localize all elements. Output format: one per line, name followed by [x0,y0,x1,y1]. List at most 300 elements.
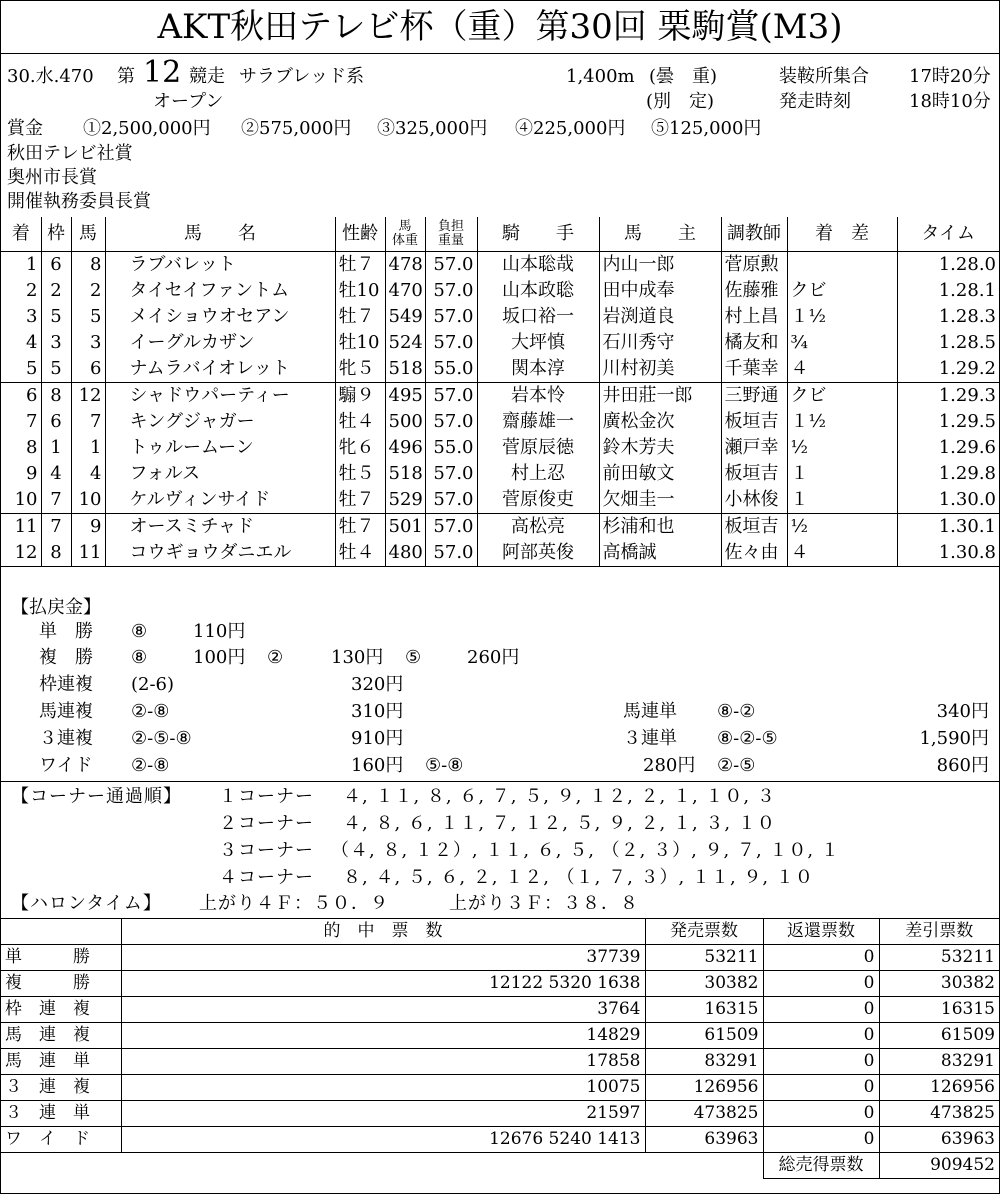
votes-row [1,1075,999,1101]
cell-trainer: 板垣吉 [721,514,787,541]
cell-umaban: 1 [71,435,105,461]
fukusho-amount-2: 130円 [331,647,384,668]
fukusho-combo-2: ② [267,647,284,668]
cell-umaban: 2 [71,278,105,304]
votes-cell-hit: 14829 [121,1023,645,1049]
cell-owner: 鈴木芳夫 [599,435,721,461]
votes-cell-hit: 12676 5240 1413 [121,1127,645,1153]
col-owner: 馬 主 [599,217,721,252]
cell-weight: 500 [385,409,425,435]
cell-name: シャドウパーティー [105,383,335,410]
col-burden [425,217,477,252]
total-label: 総売得票数 [763,1153,879,1179]
results-table [1,217,999,567]
cell-burden: 57.0 [425,278,477,304]
cell-owner: 廣松金次 [599,409,721,435]
corner-2-order: ４, ８, ６, １１, ７, １２, ５, ９, ２, １, ３, １０ [343,813,776,834]
cell-margin: ４ [787,540,897,567]
weather-track: (曇 重) [649,66,718,87]
cell-umaban: 10 [71,487,105,514]
cell-weight: 518 [385,356,425,383]
cell-time: 1.29.5 [897,409,999,435]
results-header-row [1,217,999,252]
weight-rule: (別 定) [646,91,715,112]
corner-3-order: （４, ８, １２）, １１, ６, ５, （２, ３）, ９, ７, １０, １ [331,840,840,861]
cell-name: ラブバレット [105,252,335,279]
cell-sexage: 牡10 [335,278,385,304]
award-3: 開催執務委員長賞 [7,191,151,212]
cell-waku: 8 [41,383,71,410]
cell-umaban: 11 [71,540,105,567]
votes-cell-refund: 0 [763,1023,879,1049]
cell-waku: 3 [41,330,71,356]
cell-umaban: 9 [71,514,105,541]
cell-time: 1.29.3 [897,383,999,410]
cell-time: 1.30.0 [897,487,999,514]
prize-5th: ⑤125,000円 [651,118,762,139]
cell-sexage: 牡４ [335,409,385,435]
cell-name: トゥルームーン [105,435,335,461]
votes-row [1,1023,999,1049]
cell-trainer: 板垣吉 [721,461,787,487]
votes-col-sold: 発売票数 [645,919,763,945]
cell-burden: 57.0 [425,252,477,279]
votes-col-refund: 返還票数 [763,919,879,945]
table-row [1,252,999,279]
table-row [1,461,999,487]
cell-burden: 57.0 [425,514,477,541]
blank-cell [645,1153,763,1179]
cell-margin: クビ [787,278,897,304]
votes-cell-net: 53211 [879,945,999,971]
umaren-label: 馬連複 [39,701,93,722]
cell-margin: １½ [787,409,897,435]
cell-trainer: 村上昌 [721,304,787,330]
race-date: 30.水.470 [7,66,94,87]
cell-sexage: 牝６ [335,435,385,461]
votes-cell-sold: 63963 [645,1127,763,1153]
cell-jockey: 菅原俊吏 [477,487,599,514]
cell-burden: 57.0 [425,330,477,356]
race-breed: サラブレッド系 [239,66,365,87]
votes-col-type [1,919,121,945]
votes-row [1,997,999,1023]
sanrentan-combo: ⑧-②-⑤ [717,728,778,749]
cell-margin: ¾ [787,330,897,356]
votes-cell-net: 473825 [879,1101,999,1127]
votes-cell-refund: 0 [763,1075,879,1101]
votes-cell-type: ３ 連 複 [1,1075,121,1101]
votes-cell-type: 枠 連 複 [1,997,121,1023]
cell-trainer: 橘友和 [721,330,787,356]
cell-margin: １½ [787,304,897,330]
col-name: 馬 名 [105,217,335,252]
cell-burden: 57.0 [425,487,477,514]
wide-amount-3: 860円 [936,755,989,776]
cell-rank: 8 [1,435,41,461]
cell-umaban: 3 [71,330,105,356]
cell-owner: 欠畑圭一 [599,487,721,514]
cell-burden: 57.0 [425,409,477,435]
cell-weight: 478 [385,252,425,279]
payout-header: 【払戻金】 [11,597,101,618]
tansho-label: 単 勝 [39,621,93,642]
cell-weight: 529 [385,487,425,514]
blank-cell [1,1153,645,1179]
votes-row [1,1049,999,1075]
cell-weight: 549 [385,304,425,330]
cell-rank: 2 [1,278,41,304]
wide-combo-1: ②-⑧ [131,755,170,776]
cell-margin: ４ [787,356,897,383]
votes-cell-net: 63963 [879,1127,999,1153]
cell-owner: 内山一郎 [599,252,721,279]
fukusho-label: 複 勝 [39,647,93,668]
col-umaban: 馬 [71,217,105,252]
col-burden-bottom: 重量 [437,233,464,248]
votes-cell-type: ワ イ ド [1,1127,121,1153]
cell-owner: 川村初美 [599,356,721,383]
cell-jockey: 村上忍 [477,461,599,487]
votes-cell-refund: 0 [763,971,879,997]
cell-name: ナムラバイオレット [105,356,335,383]
col-waku: 枠 [41,217,71,252]
table-row [1,540,999,567]
cell-trainer: 菅原勲 [721,252,787,279]
table-row [1,409,999,435]
cell-trainer: 千葉幸 [721,356,787,383]
wide-amount-1: 160円 [351,755,404,776]
cell-owner: 田中成奉 [599,278,721,304]
cell-rank: 12 [1,540,41,567]
umaren-combo: ②-⑧ [131,701,170,722]
sanrentan-amount: 1,590円 [919,728,989,749]
race-kyoso: 競走 [189,66,225,87]
cell-umaban: 4 [71,461,105,487]
votes-cell-hit: 17858 [121,1049,645,1075]
cell-waku: 7 [41,514,71,541]
cell-rank: 7 [1,409,41,435]
cell-time: 1.29.8 [897,461,999,487]
fukusho-combo-3: ⑤ [405,647,422,668]
votes-cell-refund: 0 [763,1101,879,1127]
cell-sexage: 牡５ [335,461,385,487]
last-4f: 上がり４Ｆ：５０．９ [199,893,389,914]
cell-time: 1.29.2 [897,356,999,383]
col-rank: 着 [1,217,41,252]
cell-sexage: 牡10 [335,330,385,356]
cell-umaban: 8 [71,252,105,279]
corner-header: 【コーナー通過順】 [11,786,182,807]
votes-cell-hit: 3764 [121,997,645,1023]
cell-jockey: 岩本怜 [477,383,599,410]
cell-margin [787,252,897,279]
race-class: オープン [153,91,224,112]
votes-cell-type: 単 勝 [1,945,121,971]
cell-umaban: 7 [71,409,105,435]
cell-waku: 4 [41,461,71,487]
wakuren-amount: 320円 [351,674,404,695]
cell-sexage: 牡７ [335,487,385,514]
table-row [1,514,999,541]
cell-waku: 5 [41,356,71,383]
votes-cell-net: 83291 [879,1049,999,1075]
votes-total-row [1,1153,999,1179]
cell-name: オースミチャド [105,514,335,541]
cell-name: コウギョウダニエル [105,540,335,567]
sanrenpuku-label: ３連複 [39,728,93,749]
votes-col-net: 差引票数 [879,919,999,945]
cell-rank: 5 [1,356,41,383]
col-weight-top: 馬 [398,219,412,234]
cell-sexage: 騸９ [335,383,385,410]
votes-row [1,1127,999,1153]
cell-name: キングジャガー [105,409,335,435]
umaren-amount: 310円 [351,701,404,722]
fukusho-combo-1: ⑧ [131,647,148,668]
cell-sexage: 牝５ [335,356,385,383]
cell-name: ケルヴィンサイド [105,487,335,514]
cell-rank: 9 [1,461,41,487]
cell-margin: ½ [787,514,897,541]
wide-combo-2: ⑤-⑧ [425,755,464,776]
votes-row [1,971,999,997]
cell-owner: 高橋誠 [599,540,721,567]
votes-cell-refund: 0 [763,1049,879,1075]
cell-trainer: 佐藤雅 [721,278,787,304]
prize-2nd: ②575,000円 [241,118,352,139]
cell-time: 1.28.0 [897,252,999,279]
cell-umaban: 5 [71,304,105,330]
votes-row [1,1101,999,1127]
votes-cell-net: 126956 [879,1075,999,1101]
sanrenpuku-combo: ②-⑤-⑧ [131,728,192,749]
cell-waku: 1 [41,435,71,461]
race-title: AKT秋田テレビ杯（重）第30回 栗駒賞(M3) [157,7,843,47]
wide-combo-3: ②-⑤ [717,755,756,776]
col-burden-top: 負担 [437,219,464,234]
votes-cell-type: 馬 連 複 [1,1023,121,1049]
votes-cell-sold: 53211 [645,945,763,971]
votes-cell-hit: 10075 [121,1075,645,1101]
cell-margin: １ [787,487,897,514]
cell-waku: 6 [41,409,71,435]
cell-name: フォルス [105,461,335,487]
cell-jockey: 齋藤雄一 [477,409,599,435]
cell-time: 1.30.1 [897,514,999,541]
wide-label: ワイド [39,755,93,776]
assemble-time: 17時20分 [909,66,991,87]
votes-header-row [1,919,999,945]
cell-jockey: 関本淳 [477,356,599,383]
cell-trainer: 瀬戸幸 [721,435,787,461]
votes-cell-sold: 83291 [645,1049,763,1075]
cell-sexage: 牡７ [335,304,385,330]
prize-3rd: ③325,000円 [377,118,488,139]
votes-cell-sold: 30382 [645,971,763,997]
table-row [1,487,999,514]
tansho-amount: 110円 [193,621,246,642]
cell-jockey: 阿部英俊 [477,540,599,567]
cell-burden: 57.0 [425,383,477,410]
cell-jockey: 坂口裕一 [477,304,599,330]
col-weight-bottom: 体重 [391,233,418,248]
cell-owner: 前田敏文 [599,461,721,487]
votes-cell-refund: 0 [763,945,879,971]
cell-time: 1.28.5 [897,330,999,356]
umatan-amount: 340円 [936,701,989,722]
cell-jockey: 高松亮 [477,514,599,541]
cell-burden: 55.0 [425,435,477,461]
cell-margin: １ [787,461,897,487]
cell-sexage: 牡７ [335,252,385,279]
furlong-header: 【ハロンタイム】 [11,893,162,914]
votes-row [1,945,999,971]
cell-trainer: 小林俊 [721,487,787,514]
cell-trainer: 板垣吉 [721,409,787,435]
race-dai: 第 [117,66,135,87]
cell-time: 1.29.6 [897,435,999,461]
votes-cell-refund: 0 [763,1127,879,1153]
cell-sexage: 牡７ [335,514,385,541]
cell-sexage: 牡４ [335,540,385,567]
col-weight [385,217,425,252]
cell-umaban: 12 [71,383,105,410]
corner-4-label: ４コーナー [219,867,314,888]
votes-table [1,918,999,1179]
cell-name: メイショウオセアン [105,304,335,330]
cell-waku: 5 [41,304,71,330]
votes-cell-net: 16315 [879,997,999,1023]
cell-jockey: 山本政聡 [477,278,599,304]
wide-amount-2: 280円 [643,755,696,776]
cell-jockey: 大坪慎 [477,330,599,356]
wakuren-label: 枠連複 [39,674,93,695]
table-row [1,304,999,330]
votes-cell-hit: 12122 5320 1638 [121,971,645,997]
col-jockey: 騎 手 [477,217,599,252]
prize-4th: ④225,000円 [515,118,626,139]
cell-waku: 8 [41,540,71,567]
votes-cell-refund: 0 [763,997,879,1023]
votes-cell-sold: 473825 [645,1101,763,1127]
votes-cell-sold: 61509 [645,1023,763,1049]
table-row [1,330,999,356]
divider [1,53,999,54]
cell-jockey: 菅原辰徳 [477,435,599,461]
corner-2-label: ２コーナー [219,813,314,834]
cell-owner: 石川秀守 [599,330,721,356]
sanrentan-label: ３連単 [623,728,677,749]
cell-weight: 501 [385,514,425,541]
cell-trainer: 佐々由 [721,540,787,567]
cell-owner: 井田莊一郎 [599,383,721,410]
cell-weight: 495 [385,383,425,410]
col-time: タイム [897,217,999,252]
cell-burden: 55.0 [425,356,477,383]
cell-rank: 10 [1,487,41,514]
votes-cell-sold: 126956 [645,1075,763,1101]
cell-time: 1.28.1 [897,278,999,304]
last-3f: 上がり３Ｆ：３８．８ [449,893,639,914]
cell-owner: 杉浦和也 [599,514,721,541]
cell-time: 1.30.8 [897,540,999,567]
votes-cell-type: ３ 連 単 [1,1101,121,1127]
table-row [1,435,999,461]
umatan-label: 馬連単 [623,701,677,722]
col-trainer: 調教師 [721,217,787,252]
votes-cell-net: 61509 [879,1023,999,1049]
cell-burden: 57.0 [425,461,477,487]
col-sexage: 性齢 [335,217,385,252]
votes-cell-type: 複 勝 [1,971,121,997]
cell-burden: 57.0 [425,540,477,567]
cell-jockey: 山本聡哉 [477,252,599,279]
cell-burden: 57.0 [425,304,477,330]
col-margin: 着 差 [787,217,897,252]
post-label: 発走時刻 [779,91,851,112]
cell-rank: 4 [1,330,41,356]
votes-cell-type: 馬 連 単 [1,1049,121,1075]
total-value: 909452 [879,1153,999,1179]
cell-weight: 524 [385,330,425,356]
umatan-combo: ⑧-② [717,701,756,722]
sanrenpuku-amount: 910円 [351,728,404,749]
corner-4-order: ８, ４, ５, ６, ２, １２, （１, ７, ３）, １１, ９, １０ [343,867,814,888]
votes-cell-net: 30382 [879,971,999,997]
award-1: 秋田テレビ社賞 [7,143,133,164]
cell-rank: 3 [1,304,41,330]
cell-weight: 480 [385,540,425,567]
cell-weight: 518 [385,461,425,487]
cell-weight: 470 [385,278,425,304]
cell-waku: 6 [41,252,71,279]
cell-rank: 6 [1,383,41,410]
votes-col-hit: 的 中 票 数 [121,919,645,945]
cell-rank: 11 [1,514,41,541]
race-number: 12 [143,55,182,90]
race-distance: 1,400m [566,66,635,87]
cell-name: イーグルカザン [105,330,335,356]
cell-rank: 1 [1,252,41,279]
corner-3-label: ３コーナー [219,840,314,861]
prize-1st: ①2,500,000円 [83,118,211,139]
prize-label: 賞金 [7,118,43,139]
corner-1-order: ４, １１, ８, ６, ７, ５, ９, １２, ２, １, １０, ３ [343,786,776,807]
votes-cell-hit: 21597 [121,1101,645,1127]
table-row [1,278,999,304]
award-2: 奥州市長賞 [7,167,97,188]
table-row [1,356,999,383]
votes-cell-sold: 16315 [645,997,763,1023]
votes-cell-hit: 37739 [121,945,645,971]
cell-owner: 岩渕道良 [599,304,721,330]
cell-umaban: 6 [71,356,105,383]
cell-waku: 2 [41,278,71,304]
wakuren-combo: (2-6) [131,674,175,695]
post-time: 18時10分 [909,91,991,112]
cell-waku: 7 [41,487,71,514]
assemble-label: 装鞍所集合 [779,66,869,87]
divider [1,781,999,782]
fukusho-amount-1: 100円 [193,647,246,668]
table-row [1,383,999,410]
cell-margin: クビ [787,383,897,410]
fukusho-amount-3: 260円 [467,647,520,668]
cell-trainer: 三野通 [721,383,787,410]
cell-margin: ½ [787,435,897,461]
corner-1-label: １コーナー [219,786,314,807]
